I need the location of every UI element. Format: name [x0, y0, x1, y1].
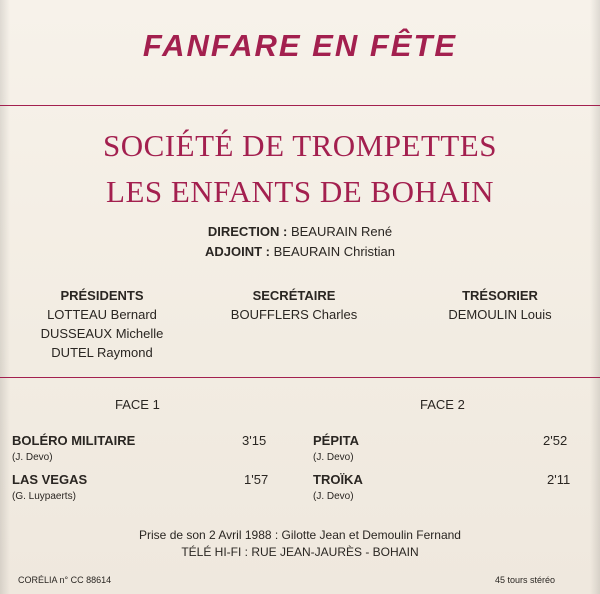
track-title: LAS VEGAS	[12, 472, 88, 487]
tresorier-column	[420, 286, 580, 324]
society-name-line1: SOCIÉTÉ DE TROMPETTES	[103, 128, 497, 163]
secretaire-heading: SECRÉTAIRE	[252, 288, 336, 303]
left-edge-shadow	[0, 0, 10, 594]
presidents-heading: PRÉSIDENTS	[60, 288, 144, 303]
secretaire-name: BOUFFLERS Charles	[230, 307, 358, 322]
tresorier-heading: TRÉSORIER	[462, 288, 538, 303]
track-duration: 3'15	[242, 433, 267, 448]
society-name-line2: LES ENFANTS DE BOHAIN	[106, 174, 494, 209]
adjoint-label: ADJOINT :	[205, 244, 270, 259]
track-item	[12, 472, 87, 502]
track-composer: (J. Devo)	[313, 452, 354, 463]
face2-label: FACE 2	[420, 397, 465, 412]
track-title: TROÏKA	[313, 472, 363, 487]
direction-line	[0, 224, 600, 239]
track-item	[12, 433, 135, 463]
face1-label: FACE 1	[115, 397, 160, 412]
president-name: DUSSEAUX Michelle	[40, 326, 164, 341]
album-title: FANFARE EN FÊTE	[142, 28, 458, 63]
president-name: DUTEL Raymond	[51, 345, 153, 360]
track-item	[313, 433, 359, 463]
divider-top	[0, 105, 600, 106]
catalog-number: CORÉLIA n° CC 88614	[18, 575, 112, 585]
track-title: BOLÉRO MILITAIRE	[12, 433, 136, 448]
direction-label: DIRECTION :	[207, 224, 288, 239]
adjoint-value: BEAURAIN Christian	[273, 244, 395, 259]
divider-middle	[0, 377, 600, 378]
track-composer: (G. Luypaerts)	[12, 491, 76, 502]
presidents-column	[22, 286, 182, 362]
studio-credits: TÉLÉ HI-FI : RUE JEAN-JAURÈS - BOHAIN	[181, 545, 419, 559]
right-edge-shadow	[590, 0, 600, 594]
president-name: LOTTEAU Bernard	[47, 307, 157, 322]
secretaire-column	[214, 286, 374, 324]
track-item	[313, 472, 363, 502]
track-title: PÉPITA	[313, 433, 359, 448]
track-composer: (J. Devo)	[12, 452, 53, 463]
track-duration: 1'57	[244, 472, 269, 487]
track-composer: (J. Devo)	[313, 491, 354, 502]
adjoint-line	[0, 244, 600, 259]
recording-credits: Prise de son 2 Avril 1988 : Gilotte Jean et Demoulin Fernand	[139, 528, 461, 542]
track-duration: 2'11	[547, 472, 571, 487]
tresorier-name: DEMOULIN Louis	[448, 307, 552, 322]
format-label: 45 tours stéréo	[495, 575, 556, 585]
direction-value: BEAURAIN René	[290, 224, 393, 239]
track-duration: 2'52	[543, 433, 568, 448]
